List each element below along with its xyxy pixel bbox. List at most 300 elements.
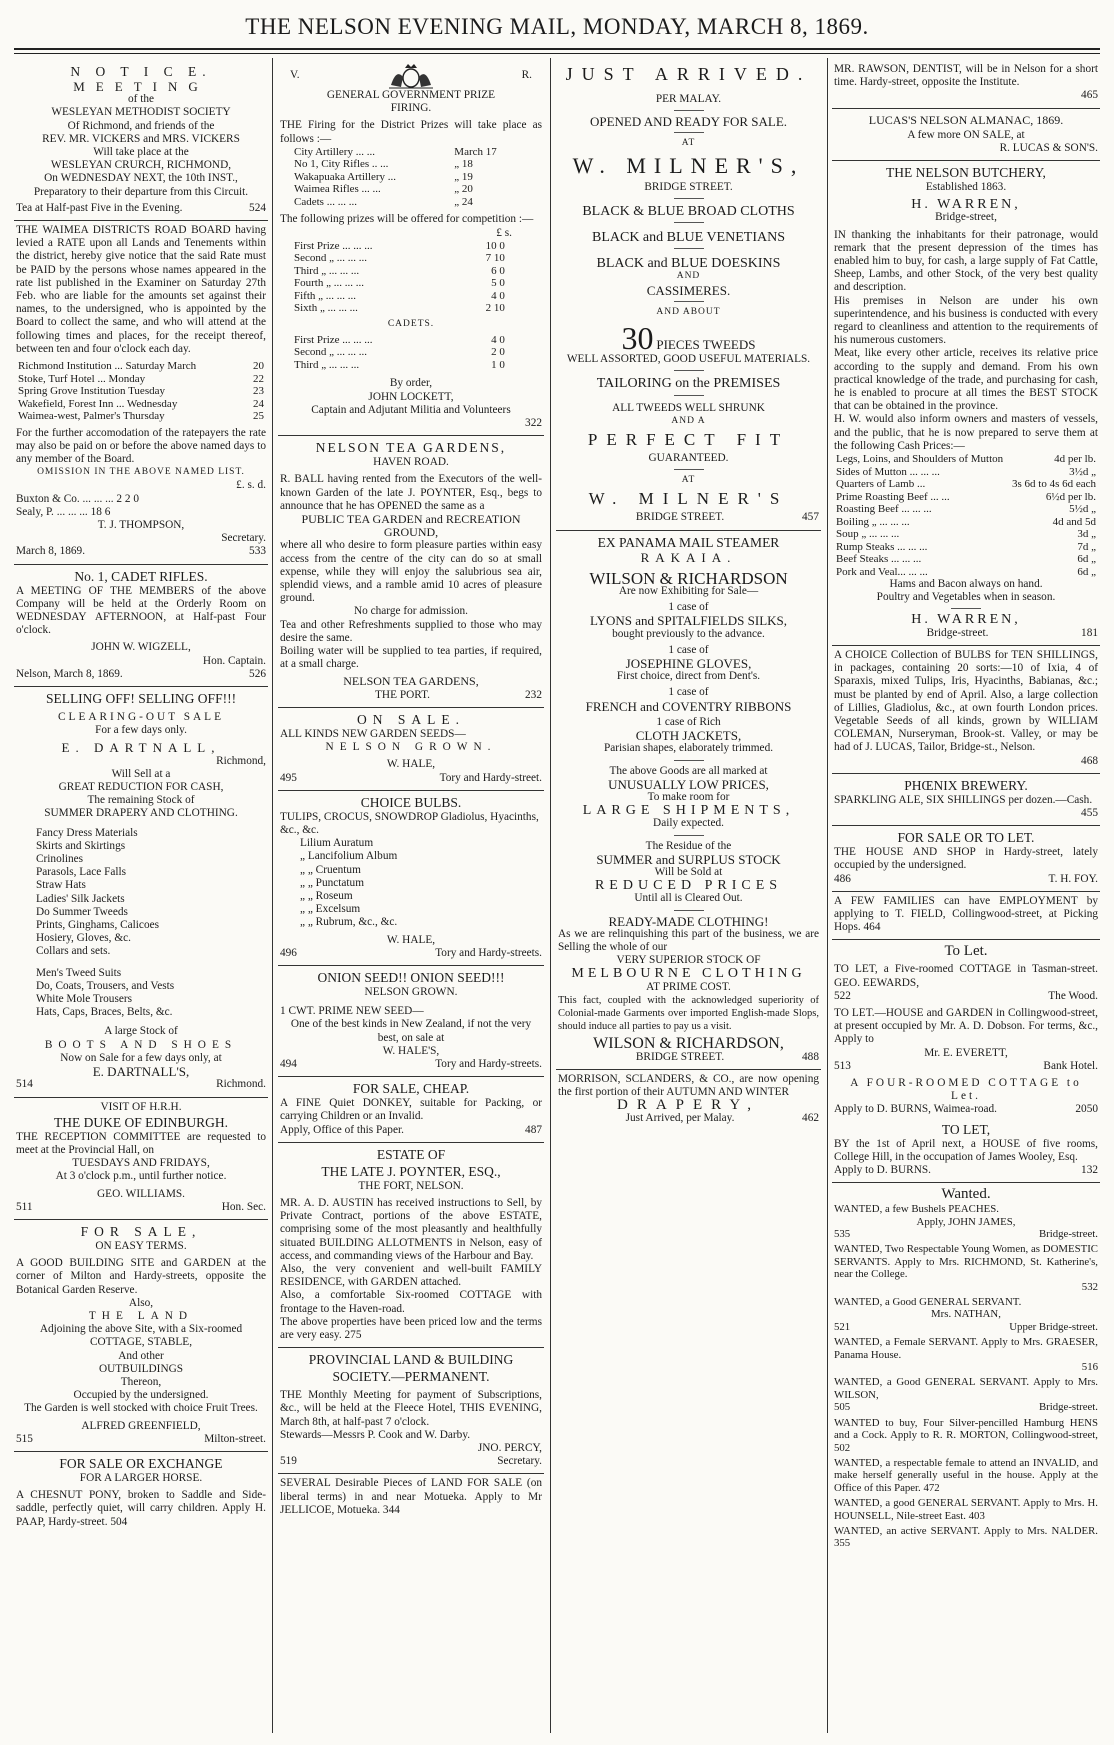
text: WESLEYAN CRURCH, RICHMOND,	[50, 159, 232, 172]
text: OMISSION IN THE ABOVE NAMED LIST.	[37, 467, 245, 478]
text: FIRING.	[390, 102, 432, 115]
text: WANTED, a Good GENERAL SERVANT. Apply to Mrs. WILSON,	[834, 1376, 1098, 1401]
ad-exchange-horse	[14, 1452, 268, 1534]
ad-heading: FOR SALE,	[80, 1223, 202, 1239]
ad-heading: PHŒNIX BREWERY.	[904, 777, 1028, 793]
ad-number: 516	[1081, 1361, 1098, 1374]
cell: 7 10	[485, 252, 505, 265]
ad-body: 1 CWT. PRIME NEW SEED—	[280, 1005, 424, 1018]
ad-choice-bulbs-coleman	[832, 646, 1100, 774]
cell: Third „ ... ... ...	[294, 264, 360, 277]
text: Poultry and Vegetables when in season.	[876, 591, 1056, 604]
text: REV. MR. VICKERS and MRS. VICKERS	[42, 132, 240, 145]
list-item: Men's Tweed Suits	[36, 966, 122, 979]
cell: 3s 6d to 4s 6d each	[1011, 478, 1096, 491]
cell: Fifth „ ... ... ...	[294, 289, 357, 302]
ad-heading: THE DUKE OF EDINBURGH.	[54, 1114, 228, 1130]
text: Also,	[128, 1296, 154, 1309]
divider	[674, 469, 704, 470]
cell: 24	[253, 397, 264, 410]
ad-number: 494	[280, 1057, 297, 1070]
cell: Boiling „ ... ... ...	[836, 515, 910, 528]
text: FOR A LARGER HORSE.	[79, 1471, 203, 1484]
text: AND A	[671, 415, 706, 426]
divider	[674, 132, 704, 133]
cell: March 17	[454, 145, 497, 158]
cell: Legs, Loins, and Shoulders of Mutton	[836, 453, 1004, 466]
ad-onion-seed	[278, 966, 544, 1077]
text: Will take place at the	[93, 146, 189, 159]
cell: „ 19	[454, 170, 473, 183]
cell: 7d „	[1077, 540, 1096, 553]
text: THE LATE J. POYNTER, ESQ.,	[321, 1163, 501, 1179]
ad-body: THE RECEPTION COMMITTEE are requested to meet at the Provincial Hall, on	[16, 1130, 266, 1156]
divider	[951, 608, 981, 609]
cell: Quarters of Lamb ...	[836, 478, 926, 491]
text: Just Arrived, per Malay.	[625, 1112, 735, 1125]
ad-number: 355	[834, 1537, 851, 1550]
text: PUBLIC TEA GARDEN and RECREATION GROUND,	[301, 512, 521, 540]
ad-number: 464	[863, 921, 881, 934]
text: NELSON GROWN.	[364, 985, 458, 998]
ad-number: 533	[249, 545, 266, 558]
divider	[674, 301, 704, 302]
cell: City Artillery ... ...	[294, 145, 375, 158]
text: TO LET,	[941, 1121, 991, 1137]
ad-body: A CHOICE Collection of BULBS for TEN SHILLINGS, in packages, containing 20 sorts:—10 of Ixia, 4 of Sparaxis, mixed Tulips, Iris, Hyacinths, Babianas, &c.; must be planted by end of April. Also, a large collection of Lillies, Gladiolus, &c., at own fourth London prices. Vegetable Seeds of all kinds, grown by WILLIAM COLEMAN, Nurseryman, Brook-st. Valley, or may be had of J. LUCAS, Tailor, Bridge-st., Nelson.	[834, 648, 1098, 754]
divider	[674, 222, 704, 223]
text: Hon. Captain.	[202, 654, 266, 667]
list-item: Collars and sets.	[36, 945, 111, 958]
text: WANTED to buy, Four Silver-pencilled Hamburg HENS and a Cock. Apply to R. R. MORTON, Collingwood-street,	[834, 1416, 1098, 1442]
cell: Waimea-west, Palmer's Thursday	[18, 410, 165, 423]
text: RAKAIA.	[640, 549, 737, 565]
signature: T. H. FOY.	[1048, 872, 1098, 885]
list-item: „ „ Cruentum	[300, 863, 361, 876]
ad-heading: ON SALE.	[357, 711, 465, 727]
ad-number: 462	[802, 1112, 819, 1125]
ad-families-employment	[832, 892, 1100, 941]
cell: Waimea Rifles ... ...	[294, 183, 381, 196]
cell: 20	[253, 360, 264, 373]
ad-nelson-butchery	[832, 161, 1100, 646]
text: VERY SUPERIOR STOCK OF	[616, 954, 761, 967]
ad-lucas-almanac	[832, 109, 1100, 161]
text: PER MALAY.	[655, 93, 722, 105]
text: TO LET.—HOUSE and GARDEN in Collingwood-street, at present occupied by Mr. A. D. Dobson. For terms, &c., Apply to	[834, 1006, 1098, 1046]
cell: 6½d per lb.	[1045, 490, 1096, 503]
ad-body: R. BALL having rented from the Executors of the well-known Garden of the late J. POYNTER, Esq., begs to announce that he has OPENED the same as a	[280, 473, 542, 512]
text: NELSON TEA GARDENS,	[343, 674, 479, 689]
text: For a few days only.	[95, 724, 187, 737]
text: For the further accomodation of the ratepayers the rate may also be paid on or before the above named days to any member of the Board.	[16, 426, 266, 465]
text: Sealy, P. ... ... ... 18 6	[16, 505, 111, 518]
cell: 2 10	[485, 302, 505, 315]
ad-duke-of-edinburgh	[14, 1098, 268, 1220]
text: Secretary.	[221, 532, 266, 545]
cell: No 1, City Rifles .. ...	[294, 158, 389, 171]
text: Apply to D. BURNS.	[834, 1163, 931, 1176]
cell: Prime Roasting Beef ... ...	[836, 490, 950, 503]
cell: 4d per lb.	[1054, 453, 1096, 466]
section-heading: To Let.	[944, 943, 988, 960]
ad-number: 486	[834, 872, 851, 885]
text: Also, a comfortable Six-roomed COTTAGE with frontage to the Haven-road.	[280, 1289, 542, 1315]
list-item: Skirts and Skirtings	[36, 839, 126, 852]
text: WANTED, Two Respectable Young Women, as DOMESTIC SERVANTS. Apply to Mrs. RICHMOND, St. Katherine's, near the College.	[834, 1243, 1098, 1281]
masthead: THE NELSON EVENING MAIL, MONDAY, MARCH 8, 1869.	[245, 14, 869, 39]
text: W. MILNER'S,	[572, 152, 805, 178]
item-list	[16, 967, 266, 1020]
cell: 6d „	[1077, 553, 1096, 566]
text: WANTED, a Good GENERAL SERVANT.	[834, 1296, 1022, 1309]
text: WILSON & RICHARDSON	[589, 568, 788, 588]
text: First choice, direct from Dent's.	[616, 670, 761, 683]
cell: Stoke, Turf Hotel ... Monday	[18, 372, 146, 385]
text: Captain and Adjutant Militia and Volunteers	[311, 403, 511, 416]
ad-heading: ESTATE OF	[376, 1146, 446, 1162]
ad-number: 505	[834, 1401, 851, 1414]
ad-number: 496	[280, 946, 297, 959]
ad-number: 275	[344, 1329, 362, 1341]
cell: 22	[253, 372, 264, 385]
ad-phoenix-brewery	[832, 774, 1100, 826]
text: A large Stock of	[104, 1025, 178, 1038]
text: Established 1863.	[925, 181, 1007, 194]
column-divider	[827, 58, 828, 1733]
text: PERFECT FIT	[587, 430, 790, 450]
text: By order,	[389, 377, 433, 390]
text: Stewards—Messrs P. Cook and W. Darby.	[280, 1428, 471, 1441]
text: MELBOURNE CLOTHING	[571, 966, 806, 982]
text: Richmond.	[216, 1078, 266, 1091]
text: Occupied by the undersigned.	[73, 1389, 209, 1402]
text: Will be Sold at	[654, 865, 723, 878]
cell: 4 0	[491, 333, 505, 346]
list-item: Do Summer Tweeds	[36, 905, 128, 918]
signature: W. HALE,	[386, 933, 436, 946]
text: The Wood.	[1048, 989, 1098, 1002]
text: „ Lancifolium Album	[300, 850, 398, 863]
ad-body: SEVERAL Desirable Pieces of LAND FOR SALE (on liberal terms) in and near Motueka. Apply to Mr JELLICOE, Motueka.	[280, 1477, 542, 1516]
text: Mr. E. EVERETT,	[924, 1046, 1008, 1059]
ad-garden-seeds	[278, 708, 544, 791]
ad-prize-firing	[278, 60, 544, 436]
text: WESLEYAN METHODIST SOCIETY	[51, 106, 231, 119]
ad-number: 468	[1081, 754, 1098, 767]
text: To make room for	[647, 790, 730, 803]
text: Tea at Half-past Five in the Evening.	[16, 201, 183, 214]
text: CLOTH JACKETS,	[635, 728, 742, 744]
cell: 1 0	[491, 358, 505, 371]
column-divider	[550, 58, 551, 1733]
ad-body: IN thanking the inhabitants for their patronage, would remark that the present depression of the times has enabled him to buy, for cash, a large supply of Fat Cattle, Sheep, Lambs, and other Stock, of the very best quality and description.	[834, 228, 1098, 294]
cell: 6 0	[491, 264, 505, 277]
text: And other	[118, 1349, 164, 1362]
divider	[674, 370, 704, 371]
ad-morrison-sclanders	[556, 1070, 821, 1131]
text: Apply, JOHN JAMES,	[916, 1215, 1016, 1228]
cell: Rump Steaks ... ... ...	[836, 540, 928, 553]
ad-number: 181	[1081, 626, 1098, 639]
text: R.	[521, 69, 532, 82]
ad-number: 511	[16, 1200, 33, 1213]
ad-wesleyan-meeting	[14, 60, 268, 221]
text: REDUCED PRICES	[594, 878, 783, 894]
text: Bridge-street.	[1038, 1228, 1098, 1240]
text: Will Sell at a	[111, 767, 171, 780]
column-2	[278, 60, 544, 1730]
divider	[674, 910, 704, 911]
ad-body: TULIPS, CROCUS, SNOWDROP Gladiolus, Hyacinths, &c., &c.	[280, 810, 539, 836]
text: 1 case of	[668, 643, 709, 656]
text: Richmond,	[216, 754, 266, 767]
divider	[674, 835, 704, 836]
cell: „ 20	[454, 183, 473, 196]
signature: W. HALE'S,	[382, 1044, 440, 1057]
ad-number: 455	[1081, 806, 1098, 819]
text: COTTAGE, STABLE,	[89, 1336, 193, 1349]
masthead-rule-thin	[14, 53, 1100, 54]
ad-heading: ONION SEED!! ONION SEED!!!	[317, 969, 505, 985]
text: H. W. would also inform owners and masters of vessels, and the public, that he is now prepared to serve them at the following Cash Prices:—	[834, 413, 1098, 452]
text: Of Richmond, and friends of the	[67, 119, 215, 132]
ad-number: 403	[968, 1509, 985, 1522]
text: Meat, like every other article, receives its relative price according to the supply and demand. From his own practical knowledge of the trade, and purchasing for cash, he is enabled to procure at all times the BEST STOCK that can be obtained in the province.	[834, 347, 1098, 413]
ad-body: A MEETING OF THE MEMBERS of the above Company will be held at the Orderly Room on WEDNESDAY AFTERNOON, at Half-past Four o'clock.	[16, 584, 266, 637]
text: Adjoining the above Site, with a Six-roomed	[39, 1323, 243, 1336]
section-wanted	[832, 1183, 1100, 1555]
section-to-let	[832, 940, 1100, 1183]
text: AT	[681, 138, 696, 149]
ad-wilson-richardson	[556, 531, 821, 1070]
text: CADETS.	[387, 318, 435, 329]
ad-number: 322	[525, 417, 542, 430]
ad-heading: THE NELSON BUTCHERY,	[886, 165, 1046, 181]
text: THE LAND	[88, 1309, 194, 1322]
text: Daily expected.	[653, 817, 724, 830]
ad-cadet-rifles	[14, 565, 268, 687]
signature: JOHN LOCKETT,	[368, 390, 454, 403]
text: PIECES TWEEDS	[656, 337, 756, 353]
text: Hams and Bacon always on hand.	[889, 578, 1043, 591]
text: Milton-street.	[204, 1432, 266, 1445]
ad-number: 519	[280, 1455, 297, 1468]
signature: W. HALE,	[386, 758, 436, 771]
text: WANTED, an active SERVANT. Apply to Mrs. NALDER.	[834, 1524, 1098, 1537]
text: Apply, Office of this Paper.	[280, 1123, 404, 1136]
list-item: Parasols, Lace Falls	[36, 866, 127, 879]
divider	[674, 198, 704, 199]
cell: Richmond Institution ... Saturday March	[18, 360, 197, 373]
text: BLACK & BLUE BROAD CLOTHS	[582, 203, 795, 219]
ad-number: 495	[280, 771, 297, 784]
cell: 23	[253, 385, 264, 398]
text: The Garden is well stocked with choice Fruit Trees.	[24, 1402, 258, 1415]
ad-number: 488	[802, 1050, 819, 1063]
text: Are now Exhibiting for Sale—	[618, 585, 759, 598]
ad-number: 532	[1081, 1280, 1098, 1293]
ad-number: 472	[923, 1481, 940, 1494]
text: Preparatory to their departure from this Circuit.	[33, 185, 249, 198]
text: Nelson, March 8, 1869.	[16, 667, 123, 680]
text: UNUSUALLY LOW PRICES,	[608, 776, 769, 792]
text: CASSIMERES.	[646, 282, 731, 298]
ad-body: A FINE Quiet DONKEY, suitable for Packing, or carrying Children or an Invalid.	[280, 1097, 542, 1123]
text: AND ABOUT	[656, 306, 721, 317]
ad-number: 524	[249, 201, 266, 214]
item-list	[16, 827, 266, 959]
cell: 5 0	[491, 277, 505, 290]
ad-body: THE HOUSE AND SHOP in Hardy-street, lately occupied by the undersigned.	[834, 846, 1098, 872]
text: The above properties have been priced low and the terms are very easy.	[280, 1315, 542, 1341]
text: £. s. d.	[236, 479, 266, 492]
list-item: „ „ Roseum	[300, 889, 353, 902]
text: Mrs. NATHAN,	[931, 1308, 1001, 1321]
text: TAILORING on the PREMISES	[596, 376, 781, 392]
text: Tory and Hardy-streets.	[435, 946, 542, 959]
cell: Beef Steaks ... ... ...	[836, 553, 922, 566]
text: Tea and other Refreshments supplied to those who may desire the same.	[280, 618, 542, 644]
text: One of the best kinds in New Zealand, if not the very best, on sale at	[290, 1018, 532, 1044]
text: VISIT OF H.R.H.	[100, 1100, 182, 1113]
cell: Cadets ... ... ...	[294, 195, 357, 208]
cell: First Prize ... ... ...	[294, 239, 373, 252]
cell: Wakefield, Forest Inn ... Wednesday	[18, 397, 178, 410]
text: ON EASY TERMS.	[95, 1239, 187, 1252]
ad-body: ALL KINDS NEW GARDEN SEEDS—	[280, 727, 466, 740]
ad-heading: NELSON TEA GARDENS,	[315, 440, 507, 456]
text: THE FORT, NELSON.	[358, 1179, 464, 1192]
ad-number: 521	[834, 1320, 851, 1333]
cell: „ 18	[454, 158, 473, 171]
ad-body: THE WAIMEA DISTRICTS ROAD BOARD having levied a RATE upon all Lands and Tenements within the district, hereby give notice that the said Rate must be PAID by the persons whose names appeared in the rate list published in the Examiner on Saturday 27th Feb. who are liable for the amounts set against their names, to the undersigned, who is appointed by the Board to collect the same, and who will attend at the following times and places, for the receipt thereof, between ten and four o'clock each day.	[16, 224, 266, 355]
signature: R. LUCAS & SON'S.	[999, 141, 1098, 154]
text: Bank Hotel.	[1043, 1059, 1098, 1072]
text: 1 case of	[668, 601, 709, 614]
cell: 2 0	[491, 346, 505, 359]
list-item: White Mole Trousers	[36, 993, 133, 1006]
text: Tory and Hardy-streets.	[435, 1057, 542, 1070]
ad-number: 132	[1081, 1163, 1098, 1176]
ad-heading: FOR SALE OR EXCHANGE	[59, 1455, 223, 1471]
cell: 3½d „	[1069, 465, 1096, 478]
text: Also, the very convenient and well-built FAMILY RESIDENCE, with GARDEN attached.	[280, 1262, 542, 1289]
ad-choice-bulbs	[278, 791, 544, 966]
cell: Third „ ... ... ...	[294, 358, 360, 371]
text: Bridge-street,	[935, 211, 997, 224]
text: CLEARING-OUT SALE	[58, 711, 224, 724]
cell: 5½d „	[1069, 503, 1096, 516]
text: Secretary.	[497, 1455, 542, 1468]
text: BRIDGE STREET.	[644, 180, 733, 193]
cell: Roasting Beef ... ... ...	[836, 503, 932, 516]
text: GREAT REDUCTION FOR CASH,	[58, 781, 224, 794]
text: LARGE SHIPMENTS,	[582, 803, 795, 819]
ad-number: 515	[16, 1432, 33, 1445]
text: At 3 o'clock p.m., until further notice.	[55, 1170, 227, 1183]
text: JOSEPHINE GLOVES,	[625, 656, 752, 672]
text: V.	[290, 69, 300, 82]
divider	[674, 395, 704, 396]
ad-heading: FOR SALE, CHEAP.	[352, 1081, 470, 1097]
cell: First Prize ... ... ...	[294, 333, 373, 346]
text: The Residue of the	[645, 839, 732, 852]
text: WANTED, a good GENERAL SERVANT. Apply to Mrs. H. HOUNSELL, Nile-street East.	[834, 1497, 1098, 1522]
text: bought previously to the advance.	[612, 627, 765, 640]
cadet-prize-table	[292, 334, 507, 372]
ad-number: 232	[525, 688, 542, 701]
text: Hon. Sec.	[221, 1200, 266, 1213]
ad-number: 504	[110, 1515, 128, 1528]
ad-body: A FEW FAMILIES can have EMPLOYMENT by applying to T. FIELD, Collingwood-street, at Picking Hops.	[834, 894, 1098, 934]
column-divider	[272, 58, 273, 1733]
cell: Soup „ ... ... ...	[836, 528, 900, 541]
text: SUMMER DRAPERY AND CLOTHING.	[44, 807, 238, 820]
price-table	[834, 453, 1098, 578]
cell: Spring Grove Institution Tuesday	[18, 385, 165, 398]
text: His premises in Nelson are under his own superintendence, and his business is conducted with every regard to cleanliness and attention to the requirements of his numerous customers.	[834, 294, 1098, 347]
cell: Wakapuaka Artillery ...	[294, 170, 397, 183]
text: FRENCH and COVENTRY RIBBONS	[585, 698, 792, 714]
column-3	[556, 60, 821, 1730]
list-item: Hosiery, Gloves, &c.	[36, 932, 131, 945]
text: The remaining Stock of	[87, 794, 195, 807]
ad-body: SPARKLING ALE, SIX SHILLINGS per dozen.—Cash.	[834, 793, 1093, 806]
ad-number: 502	[834, 1441, 851, 1454]
text: TO LET, a Five-roomed COTTAGE in Tasman-street. GEO. EEWARDS,	[834, 963, 1098, 989]
ad-body: A CHESNUT PONY, broken to Saddle and Side-saddle, perfectly quiet, will carry children. Apply H. PAAP, Hardy-street.	[16, 1489, 266, 1528]
list-item: Ladies' Silk Jackets	[36, 892, 125, 905]
text: AT	[681, 475, 696, 486]
text: ALL TWEEDS WELL SHRUNK	[612, 401, 765, 414]
cell: 3d „	[1077, 528, 1096, 541]
ad-body: MR. A. D. AUSTIN has received instructions to Sell, by Private Contract, portions of the above ESTATE, comprising some of the most pleasantly and healthfully situated BUILDING ALLOTMENTS in Nelson, easy of access, and commanding views of the Harbour and Bay.	[280, 1196, 542, 1262]
ad-milner-just-arrived	[556, 60, 821, 531]
ad-heading: EX PANAMA MAIL STEAMER	[597, 534, 780, 550]
ad-heading: JUST ARRIVED.	[565, 64, 812, 84]
cell: 4d and 5d	[1052, 515, 1096, 528]
divider	[674, 110, 704, 111]
signature: ALFRED GREENFIELD,	[81, 1419, 201, 1432]
text: HAVEN ROAD.	[373, 456, 449, 469]
text: BRIDGE STREET.	[635, 511, 725, 524]
text: Thereon,	[120, 1375, 162, 1388]
text: The above Goods are all marked at	[609, 764, 768, 777]
text: This fact, coupled with the acknowledged superiority of Colonial-made Garments over imported English-made Slops, should induce all parties to pay us a visit.	[558, 994, 819, 1033]
ad-body: THE Firing for the District Prizes will take place as follows :—	[280, 119, 542, 145]
ad-donkey	[278, 1077, 544, 1143]
text: BRIDGE STREET.	[635, 1050, 725, 1063]
text: Tory and Hardy-street.	[439, 771, 542, 784]
signature: GEO. WILLIAMS.	[97, 1187, 185, 1200]
ad-body: A GOOD BUILDING SITE and GARDEN at the corner of Milton and Hardy-streets, opposite the Botanical Garden Reserve.	[16, 1257, 266, 1296]
text: Until all is Cleared Out.	[634, 892, 743, 905]
list-item: Crinolines	[36, 853, 84, 866]
text: Parisian shapes, elaborately trimmed.	[603, 742, 774, 755]
text: SUMMER and SURPLUS STOCK	[596, 851, 781, 867]
text: READY-MADE CLOTHING!	[608, 913, 769, 929]
text: where all who desire to form pleasure parties within easy access from the centre of the city can do so at small expense, while they will enjoy the salubrious sea air, splendid views, and a ramble amid 10 acres of pleasure ground.	[280, 539, 542, 605]
ad-number: 344	[382, 1503, 400, 1516]
ad-heading: FOR SALE OR TO LET.	[897, 830, 1035, 846]
ad-heading: PROVINCIAL LAND & BUILDING	[308, 1352, 514, 1368]
ad-number: 526	[249, 667, 266, 680]
list-item: Do, Coats, Trousers, and Vests	[36, 979, 175, 992]
ad-nelson-tea-gardens	[278, 436, 544, 708]
text: The following prizes will be offered for competition :—	[280, 213, 534, 226]
text: BLACK and BLUE VENETIANS	[591, 230, 785, 246]
